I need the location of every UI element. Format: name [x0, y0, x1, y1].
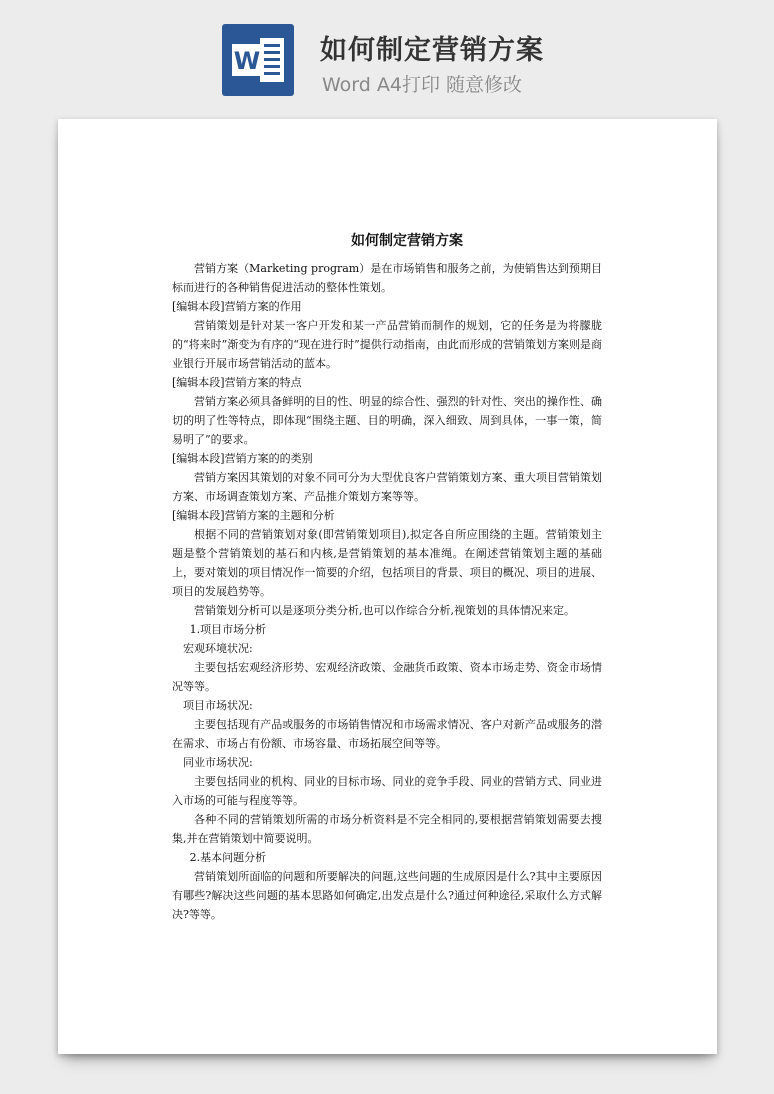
subsection-label: 宏观环境状况:: [183, 642, 253, 655]
document-body: [172, 231, 602, 924]
paragraph: 主要包括现有产品或服务的市场销售情况和市场需求情况、客户对新产品或服务的潜在需求、市场占有份额、市场容量、市场拓展空间等等。: [172, 718, 602, 750]
page-title: 如何制定营销方案: [320, 35, 544, 66]
header-banner: [0, 0, 774, 118]
word-icon-letter: W: [233, 47, 261, 75]
paragraph: 营销方案因其策划的对象不同可分为大型优良客户营销策划方案、重大项目营销策划方案、市场调查策划方案、产品推介策划方案等等。: [172, 471, 602, 503]
document-title: 如何制定营销方案: [351, 233, 463, 249]
paragraph: 营销策划所面临的问题和所要解决的问题,这些问题的生成原因是什么?其中主要原因有哪些?解决这些问题的基本思路如何确定,出发点是什么?通过何种途径,采取什么方式解决?等等。: [172, 870, 602, 921]
numbered-heading: 2.基本问题分析: [189, 851, 267, 864]
subsection-label: 同业市场状况:: [183, 756, 253, 769]
subsection-label: 项目市场状况:: [183, 699, 253, 712]
section-heading: [编辑本段]营销方案的特点: [172, 376, 302, 389]
paragraph: 营销策划是针对某一客户开发和某一产品营销而制作的规划，它的任务是为将朦胧的“将来时”渐变为有序的“现在进行时”提供行动指南，由此而形成的营销策划方案则是商业银行开展市场营销活动的蓝本。: [172, 319, 602, 370]
paragraph: 各种不同的营销策划所需的市场分析资料是不完全相同的,要根据营销策划需要去搜集,并在营销策划中简要说明。: [172, 813, 602, 845]
document-page: [58, 119, 717, 1054]
paragraph: 营销方案必须具备鲜明的目的性、明显的综合性、强烈的针对性、突出的操作性、确切的明了性等特点，即体现“围绕主题、目的明确，深入细致、周到具体，一事一策，简易明了”的要求。: [172, 395, 602, 446]
paragraph: 营销策划分析可以是逐项分类分析,也可以作综合分析,视策划的具体情况来定。: [194, 604, 575, 617]
paragraph: 主要包括宏观经济形势、宏观经济政策、金融货币政策、资本市场走势、资金市场情况等等。: [172, 661, 602, 693]
section-heading: [编辑本段]营销方案的作用: [172, 300, 302, 313]
section-heading: [编辑本段]营销方案的的类别: [172, 452, 313, 465]
paragraph: 根据不同的营销策划对象(即营销策划项目),拟定各自所应围绕的主题。营销策划主题是整个营销策划的基石和内核,是营销策划的基本准绳。在阐述营销策划主题的基础上，要对策划的项目情况作一简要的介绍，包括项目的背景、项目的概况、项目的进展、项目的发展趋势等。: [172, 528, 602, 598]
paragraph: 营销方案（Marketing program）是在市场销售和服务之前，为使销售达到预期目标而进行的各种销售促进活动的整体性策划。: [172, 262, 602, 294]
document-paragraphs: [172, 259, 602, 924]
paragraph: 主要包括同业的机构、同业的目标市场、同业的竞争手段、同业的营销方式、同业进入市场的可能与程度等等。: [172, 775, 602, 807]
page-subtitle: Word A4打印 随意修改: [322, 74, 523, 96]
numbered-heading: 1.项目市场分析: [189, 623, 267, 636]
word-doc-icon: [222, 24, 294, 96]
section-heading: [编辑本段]营销方案的主题和分析: [172, 509, 335, 522]
